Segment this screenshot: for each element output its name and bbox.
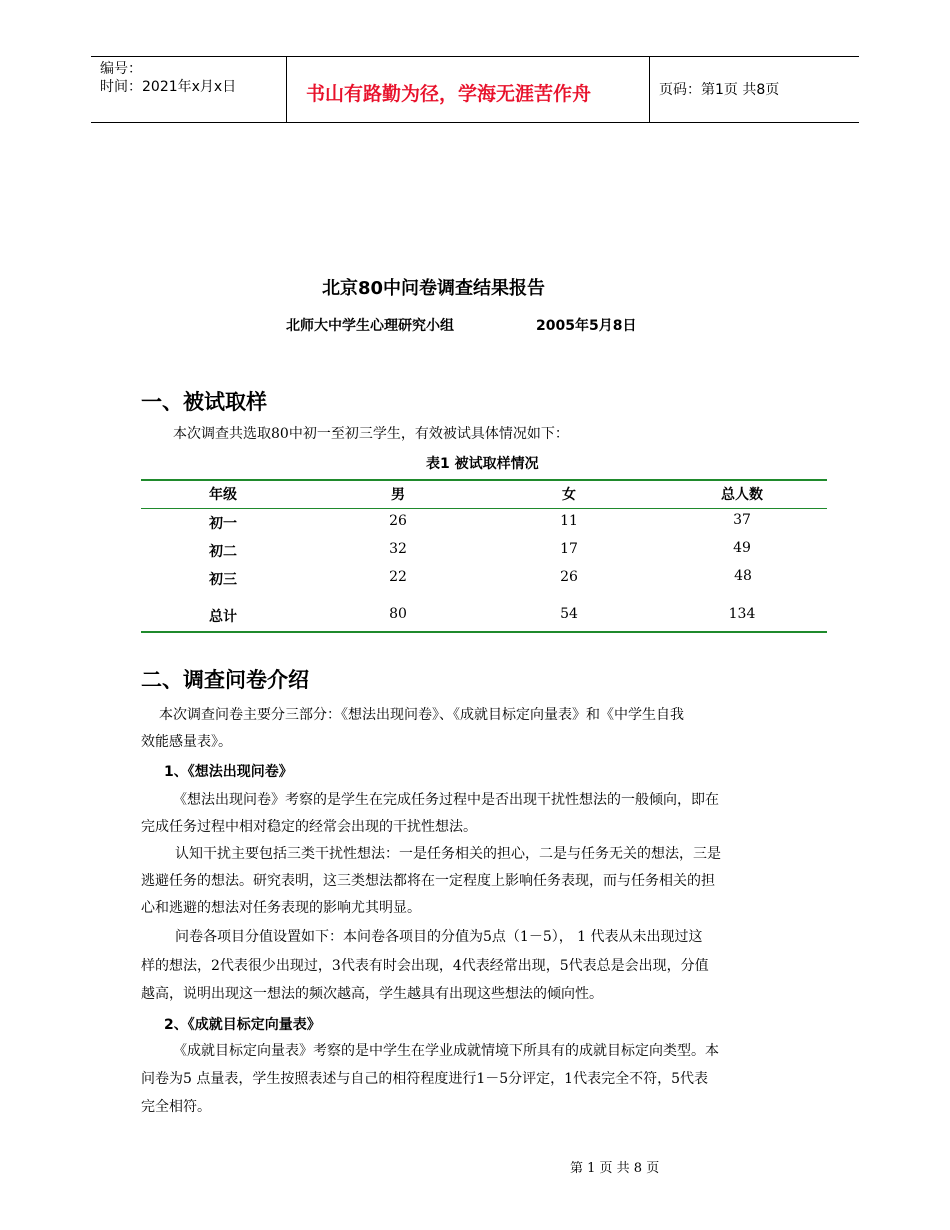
row-total: 37: [733, 512, 751, 528]
report-date: 2005年5月8日: [536, 318, 637, 334]
section1-intro: 本次调查共选取80中初一至初三学生，有效被试具体情况如下：: [173, 426, 569, 442]
doc-number-label: 编号：: [100, 61, 142, 77]
header-divider-left: [286, 57, 287, 122]
section1-heading: 一、被试取样: [141, 390, 267, 414]
row-grade: 初一: [209, 516, 237, 532]
row-female: 26: [560, 569, 578, 585]
row-female: 17: [560, 541, 578, 557]
sub1-para1-line2: 完成任务过程中相对稳定的经常会出现的干扰性想法。: [141, 819, 477, 835]
col-header-male: 男: [391, 487, 405, 503]
header-page-info: 页码：第1页 共8页: [659, 82, 780, 98]
sub1-heading: 1、《想法出现问卷》: [164, 764, 293, 780]
section2-intro-line1: 本次调查问卷主要分三部分：《想法出现问卷》、《成就目标定向量表》和《中学生自我: [159, 707, 684, 723]
page-footer: 第 1 页 共 8 页: [570, 1161, 660, 1176]
total-female: 54: [560, 606, 578, 622]
col-header-female: 女: [562, 487, 576, 503]
sub2-heading: 2、《成就目标定向量表》: [164, 1017, 321, 1033]
col-header-total: 总人数: [721, 487, 763, 503]
header-bottom-rule: [91, 122, 859, 123]
time-label: 时间：2021年x月x日: [100, 79, 237, 95]
sub2-para1-line1: 《成就目标定向量表》考察的是中学生在学业成就情境下所具有的成就目标定向类型。本: [173, 1043, 719, 1059]
header-motto: 书山有路勤为径，学海无涯苦作舟: [306, 83, 592, 105]
row-male: 22: [389, 569, 407, 585]
sub2-para1-line3: 完全相符。: [141, 1099, 211, 1115]
row-total: 49: [733, 540, 751, 556]
row-grade: 初三: [209, 572, 237, 588]
sub2-para1-line2: 问卷为5 点量表，学生按照表述与自己的相符程度进行1－5分评定，1代表完全不符，5代表: [141, 1071, 708, 1087]
table-bottom-rule: [141, 631, 827, 633]
row-male: 26: [389, 513, 407, 529]
col-header-grade: 年级: [209, 487, 237, 503]
section2-intro-line2: 效能感量表》。: [141, 734, 232, 750]
sub1-para2-line2: 逃避任务的想法。研究表明，这三类想法都将在一定程度上影响任务表现，而与任务相关的担: [141, 873, 715, 889]
table-header-rule: [141, 508, 827, 509]
total-label: 总计: [209, 609, 237, 625]
row-grade: 初二: [209, 544, 237, 560]
header-divider-right: [649, 57, 650, 122]
report-title: 北京80中问卷调查结果报告: [322, 278, 546, 299]
section2-heading: 二、调查问卷介绍: [141, 668, 309, 692]
total-all: 134: [728, 606, 756, 622]
report-author: 北师大中学生心理研究小组: [286, 318, 454, 334]
table-top-rule: [141, 479, 827, 481]
row-total: 48: [734, 568, 752, 584]
sub1-para3-line3: 越高，说明出现这一想法的频次越高，学生越具有出现这些想法的倾向性。: [141, 986, 603, 1002]
sub1-para3-line2: 样的想法，2代表很少出现过，3代表有时会出现，4代表经常出现，5代表总是会出现，分值: [141, 958, 709, 974]
row-male: 32: [389, 541, 407, 557]
sub1-para2-line3: 心和逃避的想法对任务表现的影响尤其明显。: [141, 900, 421, 916]
sub1-para3-line1: 问卷各项目分值设置如下：本问卷各项目的分值为5点（1－5）， 1 代表从未出现过这: [175, 929, 703, 945]
row-female: 11: [560, 513, 578, 529]
sub1-para2-line1: 认知干扰主要包括三类干扰性想法：一是任务相关的担心，二是与任务无关的想法，三是: [175, 846, 721, 862]
total-male: 80: [389, 606, 407, 622]
table-caption: 表1 被试取样情况: [426, 456, 539, 472]
header-top-rule: [91, 56, 859, 57]
sub1-para1-line1: 《想法出现问卷》考察的是学生在完成任务过程中是否出现干扰性想法的一般倾向，即在: [173, 792, 719, 808]
